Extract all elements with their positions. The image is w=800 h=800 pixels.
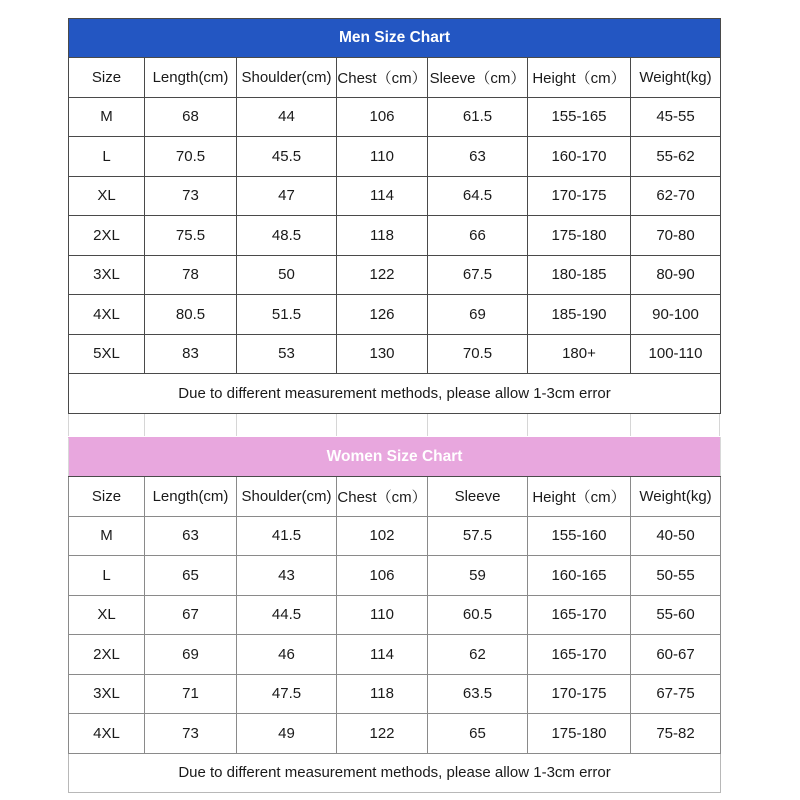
table-cell: 170-175 bbox=[528, 176, 631, 216]
table-cell: 70-80 bbox=[631, 216, 721, 256]
table-cell: 110 bbox=[337, 137, 428, 177]
column-header: Size bbox=[69, 477, 145, 517]
table-cell: 50-55 bbox=[631, 556, 721, 596]
table-row bbox=[69, 595, 721, 635]
table-cell: 62 bbox=[428, 635, 528, 675]
table-cell: 70.5 bbox=[428, 334, 528, 374]
measurement-note: Due to different measurement methods, please allow 1-3cm error bbox=[69, 374, 721, 414]
table-cell: 69 bbox=[145, 635, 237, 675]
table-row bbox=[69, 176, 721, 216]
table-cell: 46 bbox=[237, 635, 337, 675]
table-cell: 63 bbox=[428, 137, 528, 177]
table-row bbox=[69, 516, 721, 556]
table-cell: 126 bbox=[337, 295, 428, 335]
separator-line bbox=[427, 414, 428, 436]
measurement-note: Due to different measurement methods, please allow 1-3cm error bbox=[69, 753, 721, 793]
table-cell: 47.5 bbox=[237, 674, 337, 714]
table-cell: 68 bbox=[145, 97, 237, 137]
separator-line bbox=[336, 414, 337, 436]
size-cell: 3XL bbox=[69, 674, 145, 714]
table-row bbox=[69, 97, 721, 137]
table-row bbox=[69, 635, 721, 675]
table-row bbox=[69, 714, 721, 754]
table-cell: 65 bbox=[145, 556, 237, 596]
separator-line bbox=[527, 414, 528, 436]
size-cell: XL bbox=[69, 595, 145, 635]
table-row bbox=[69, 334, 721, 374]
table-cell: 160-165 bbox=[528, 556, 631, 596]
column-header: Height（cm） bbox=[528, 477, 631, 517]
table-cell: 180-185 bbox=[528, 255, 631, 295]
men-note-row bbox=[69, 374, 721, 414]
table-cell: 63 bbox=[145, 516, 237, 556]
table-cell: 122 bbox=[337, 714, 428, 754]
table-cell: 60-67 bbox=[631, 635, 721, 675]
table-cell: 110 bbox=[337, 595, 428, 635]
table-row bbox=[69, 137, 721, 177]
table-cell: 63.5 bbox=[428, 674, 528, 714]
size-cell: 4XL bbox=[69, 295, 145, 335]
table-cell: 90-100 bbox=[631, 295, 721, 335]
size-cell: L bbox=[69, 137, 145, 177]
separator-line bbox=[236, 414, 237, 436]
size-cell: L bbox=[69, 556, 145, 596]
table-cell: 75-82 bbox=[631, 714, 721, 754]
table-cell: 75.5 bbox=[145, 216, 237, 256]
men-header-row bbox=[69, 58, 721, 98]
column-header: Sleeve（cm） bbox=[428, 58, 528, 98]
table-cell: 114 bbox=[337, 635, 428, 675]
table-row bbox=[69, 674, 721, 714]
table-cell: 61.5 bbox=[428, 97, 528, 137]
table-cell: 49 bbox=[237, 714, 337, 754]
column-header: Height（cm） bbox=[528, 58, 631, 98]
table-cell: 64.5 bbox=[428, 176, 528, 216]
separator-line bbox=[68, 414, 69, 436]
table-row bbox=[69, 556, 721, 596]
men-chart-title: Men Size Chart bbox=[69, 19, 721, 58]
table-cell: 175-180 bbox=[528, 216, 631, 256]
size-cell: 3XL bbox=[69, 255, 145, 295]
table-cell: 160-170 bbox=[528, 137, 631, 177]
column-header: Length(cm) bbox=[145, 477, 237, 517]
table-cell: 118 bbox=[337, 216, 428, 256]
table-cell: 80.5 bbox=[145, 295, 237, 335]
table-cell: 122 bbox=[337, 255, 428, 295]
table-cell: 100-110 bbox=[631, 334, 721, 374]
table-cell: 57.5 bbox=[428, 516, 528, 556]
table-cell: 170-175 bbox=[528, 674, 631, 714]
table-cell: 73 bbox=[145, 714, 237, 754]
column-header: Weight(kg) bbox=[631, 58, 721, 98]
table-row bbox=[69, 295, 721, 335]
column-header: Weight(kg) bbox=[631, 477, 721, 517]
table-cell: 165-170 bbox=[528, 595, 631, 635]
table-cell: 83 bbox=[145, 334, 237, 374]
women-header-row bbox=[69, 477, 721, 517]
column-header: Shoulder(cm) bbox=[237, 58, 337, 98]
table-cell: 62-70 bbox=[631, 176, 721, 216]
table-cell: 50 bbox=[237, 255, 337, 295]
table-cell: 78 bbox=[145, 255, 237, 295]
size-cell: M bbox=[69, 516, 145, 556]
size-cell: 2XL bbox=[69, 635, 145, 675]
table-cell: 55-62 bbox=[631, 137, 721, 177]
size-cell: M bbox=[69, 97, 145, 137]
size-cell: 5XL bbox=[69, 334, 145, 374]
column-header: Shoulder(cm) bbox=[237, 477, 337, 517]
table-cell: 165-170 bbox=[528, 635, 631, 675]
table-cell: 53 bbox=[237, 334, 337, 374]
table-cell: 67-75 bbox=[631, 674, 721, 714]
table-cell: 102 bbox=[337, 516, 428, 556]
table-cell: 41.5 bbox=[237, 516, 337, 556]
table-cell: 114 bbox=[337, 176, 428, 216]
column-header: Chest（cm） bbox=[337, 58, 428, 98]
table-cell: 73 bbox=[145, 176, 237, 216]
table-cell: 80-90 bbox=[631, 255, 721, 295]
table-cell: 155-160 bbox=[528, 516, 631, 556]
table-cell: 43 bbox=[237, 556, 337, 596]
table-cell: 47 bbox=[237, 176, 337, 216]
column-header: Size bbox=[69, 58, 145, 98]
men-size-chart-body bbox=[69, 19, 721, 414]
table-cell: 106 bbox=[337, 97, 428, 137]
table-cell: 40-50 bbox=[631, 516, 721, 556]
table-cell: 67.5 bbox=[428, 255, 528, 295]
column-header: Length(cm) bbox=[145, 58, 237, 98]
size-cell: 2XL bbox=[69, 216, 145, 256]
table-cell: 60.5 bbox=[428, 595, 528, 635]
table-cell: 65 bbox=[428, 714, 528, 754]
table-cell: 59 bbox=[428, 556, 528, 596]
table-cell: 70.5 bbox=[145, 137, 237, 177]
table-cell: 51.5 bbox=[237, 295, 337, 335]
table-row bbox=[69, 216, 721, 256]
men-size-chart bbox=[68, 18, 721, 414]
separator-line bbox=[144, 414, 145, 436]
women-size-chart bbox=[68, 437, 721, 793]
table-cell: 48.5 bbox=[237, 216, 337, 256]
separator-line bbox=[719, 414, 720, 436]
table-cell: 45-55 bbox=[631, 97, 721, 137]
table-cell: 175-180 bbox=[528, 714, 631, 754]
table-separator bbox=[68, 414, 720, 436]
women-size-chart-body bbox=[69, 438, 721, 793]
column-header: Sleeve bbox=[428, 477, 528, 517]
size-cell: XL bbox=[69, 176, 145, 216]
table-cell: 130 bbox=[337, 334, 428, 374]
table-cell: 44.5 bbox=[237, 595, 337, 635]
table-cell: 66 bbox=[428, 216, 528, 256]
table-cell: 118 bbox=[337, 674, 428, 714]
table-cell: 185-190 bbox=[528, 295, 631, 335]
table-cell: 67 bbox=[145, 595, 237, 635]
table-cell: 106 bbox=[337, 556, 428, 596]
table-cell: 44 bbox=[237, 97, 337, 137]
size-cell: 4XL bbox=[69, 714, 145, 754]
table-cell: 55-60 bbox=[631, 595, 721, 635]
table-cell: 71 bbox=[145, 674, 237, 714]
separator-line bbox=[630, 414, 631, 436]
column-header: Chest（cm） bbox=[337, 477, 428, 517]
women-chart-title: Women Size Chart bbox=[69, 438, 721, 477]
table-cell: 45.5 bbox=[237, 137, 337, 177]
table-cell: 155-165 bbox=[528, 97, 631, 137]
table-cell: 69 bbox=[428, 295, 528, 335]
table-row bbox=[69, 255, 721, 295]
table-cell: 180+ bbox=[528, 334, 631, 374]
women-note-row bbox=[69, 753, 721, 793]
